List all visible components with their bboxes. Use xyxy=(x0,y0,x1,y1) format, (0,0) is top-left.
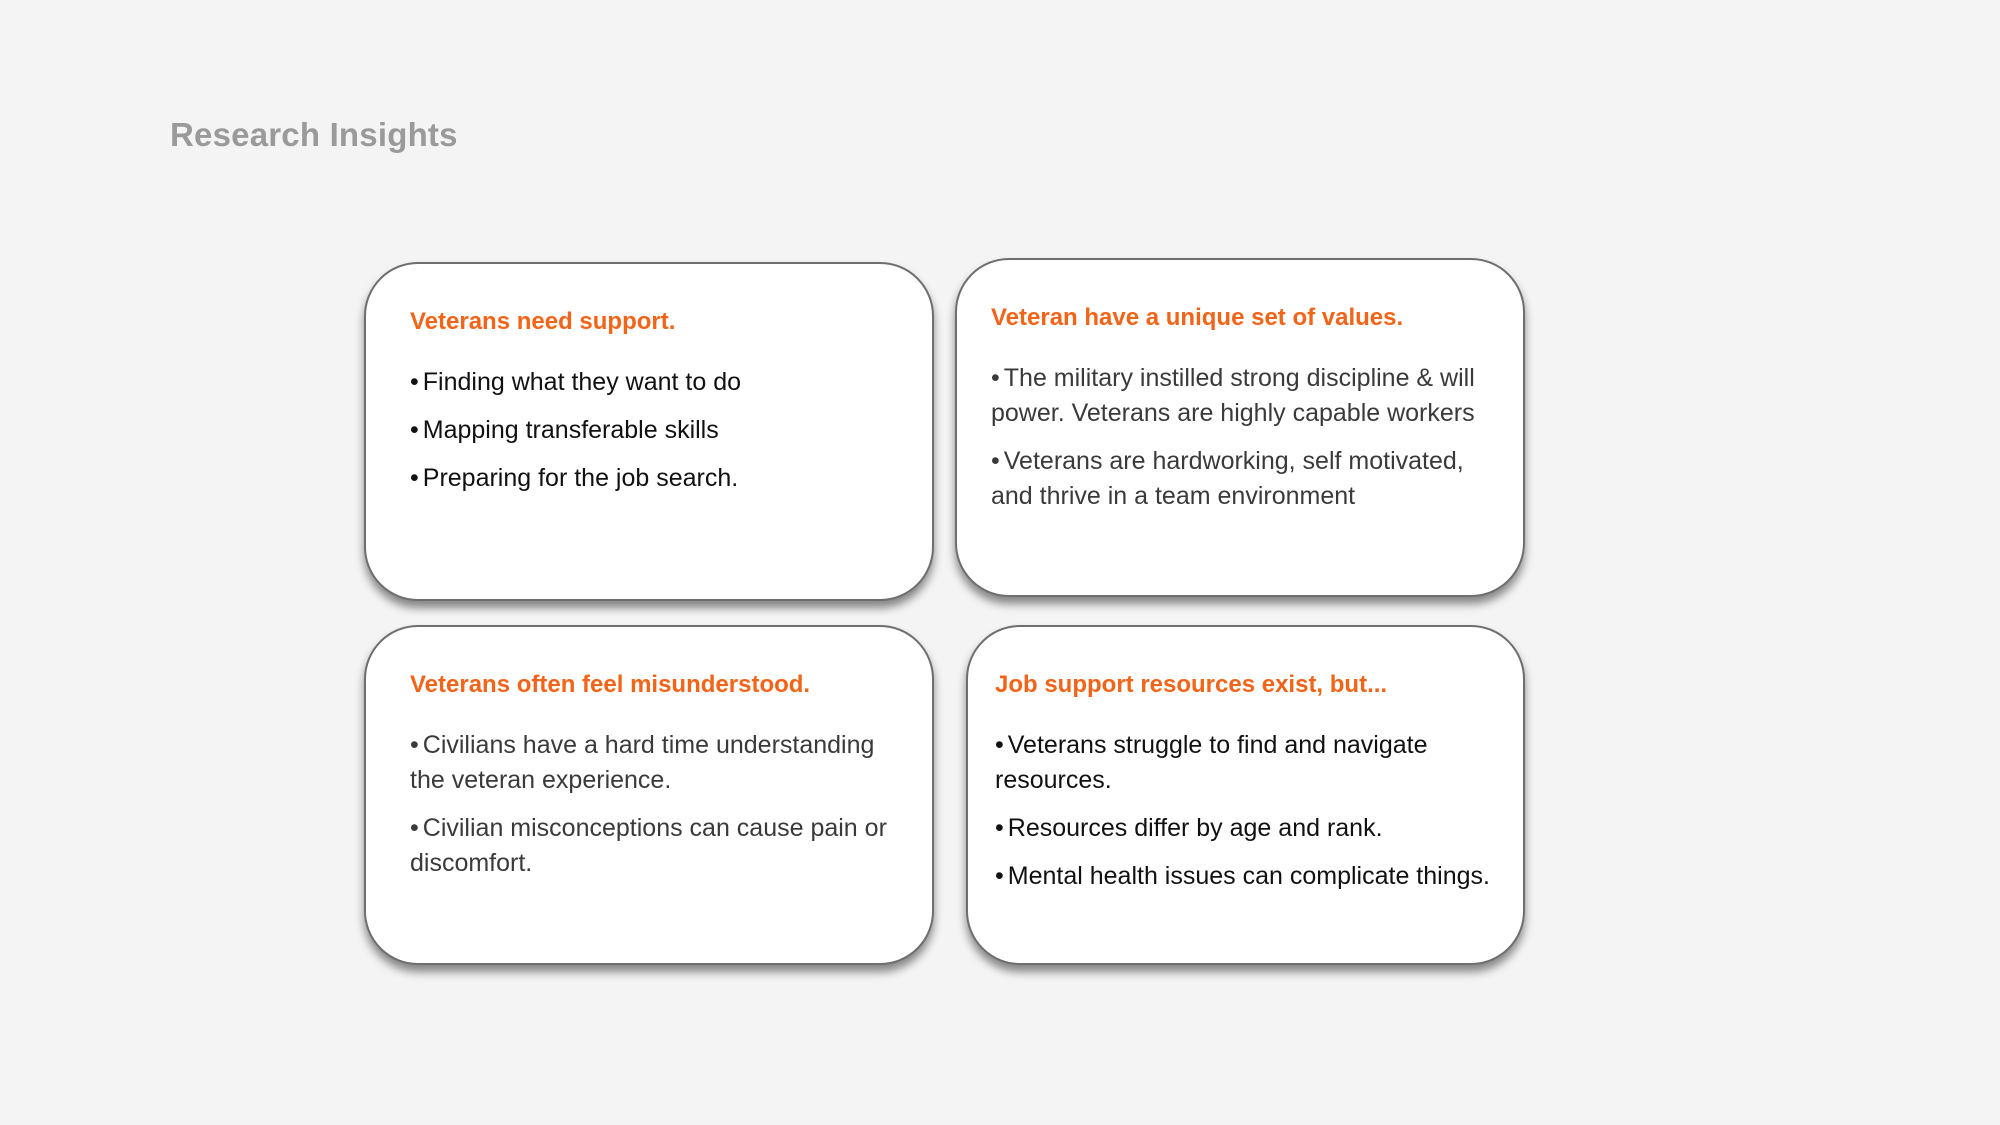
list-item-text: Veterans struggle to find and navigate resources. xyxy=(995,731,1428,794)
list-item-text: Mapping transferable skills xyxy=(422,416,719,444)
insight-card-support xyxy=(364,262,934,601)
bullet-icon: • xyxy=(995,731,1004,759)
list-item xyxy=(995,728,1513,798)
insight-card-values xyxy=(955,258,1525,597)
bullet-icon: • xyxy=(410,464,419,492)
list-item-text: Veterans are hardworking, self motivated, and thrive in a team environment xyxy=(991,447,1464,510)
card-heading: Job support resources exist, but... xyxy=(995,671,1388,698)
list-item xyxy=(410,413,912,448)
list-item xyxy=(410,365,912,400)
list-item-text: Civilian misconceptions can cause pain or discomfort. xyxy=(410,814,887,877)
insight-card-resources xyxy=(966,625,1525,965)
list-item-text: The military instilled strong discipline & will power. Veterans are highly capable workers xyxy=(991,364,1475,427)
page-title: Research Insights xyxy=(170,116,458,153)
bullet-icon: • xyxy=(995,814,1004,842)
card-bullet-list xyxy=(410,365,912,496)
card-bullet-list xyxy=(991,361,1503,514)
list-item xyxy=(410,461,912,496)
bullet-icon: • xyxy=(995,862,1004,890)
bullet-icon: • xyxy=(991,364,1000,392)
bullet-icon: • xyxy=(410,731,419,759)
list-item-text: Resources differ by age and rank. xyxy=(1007,814,1383,842)
list-item-text: Mental health issues can complicate things. xyxy=(1007,862,1490,890)
list-item xyxy=(995,859,1513,894)
list-item xyxy=(991,444,1503,514)
bullet-icon: • xyxy=(991,447,1000,475)
card-heading: Veteran have a unique set of values. xyxy=(991,304,1404,331)
insight-card-misunderstood xyxy=(364,625,934,965)
list-item xyxy=(410,811,912,881)
bullet-icon: • xyxy=(410,416,419,444)
list-item-text: Civilians have a hard time understanding the veteran experience. xyxy=(410,731,875,794)
list-item xyxy=(995,811,1513,846)
list-item xyxy=(410,728,912,798)
list-item-text: Finding what they want to do xyxy=(422,368,742,396)
card-heading: Veterans need support. xyxy=(410,308,676,335)
list-item-text: Preparing for the job search. xyxy=(422,464,739,492)
card-bullet-list xyxy=(410,728,912,881)
bullet-icon: • xyxy=(410,814,419,842)
card-bullet-list xyxy=(995,728,1513,894)
list-item xyxy=(991,361,1503,431)
bullet-icon: • xyxy=(410,368,419,396)
card-heading: Veterans often feel misunderstood. xyxy=(410,671,811,698)
